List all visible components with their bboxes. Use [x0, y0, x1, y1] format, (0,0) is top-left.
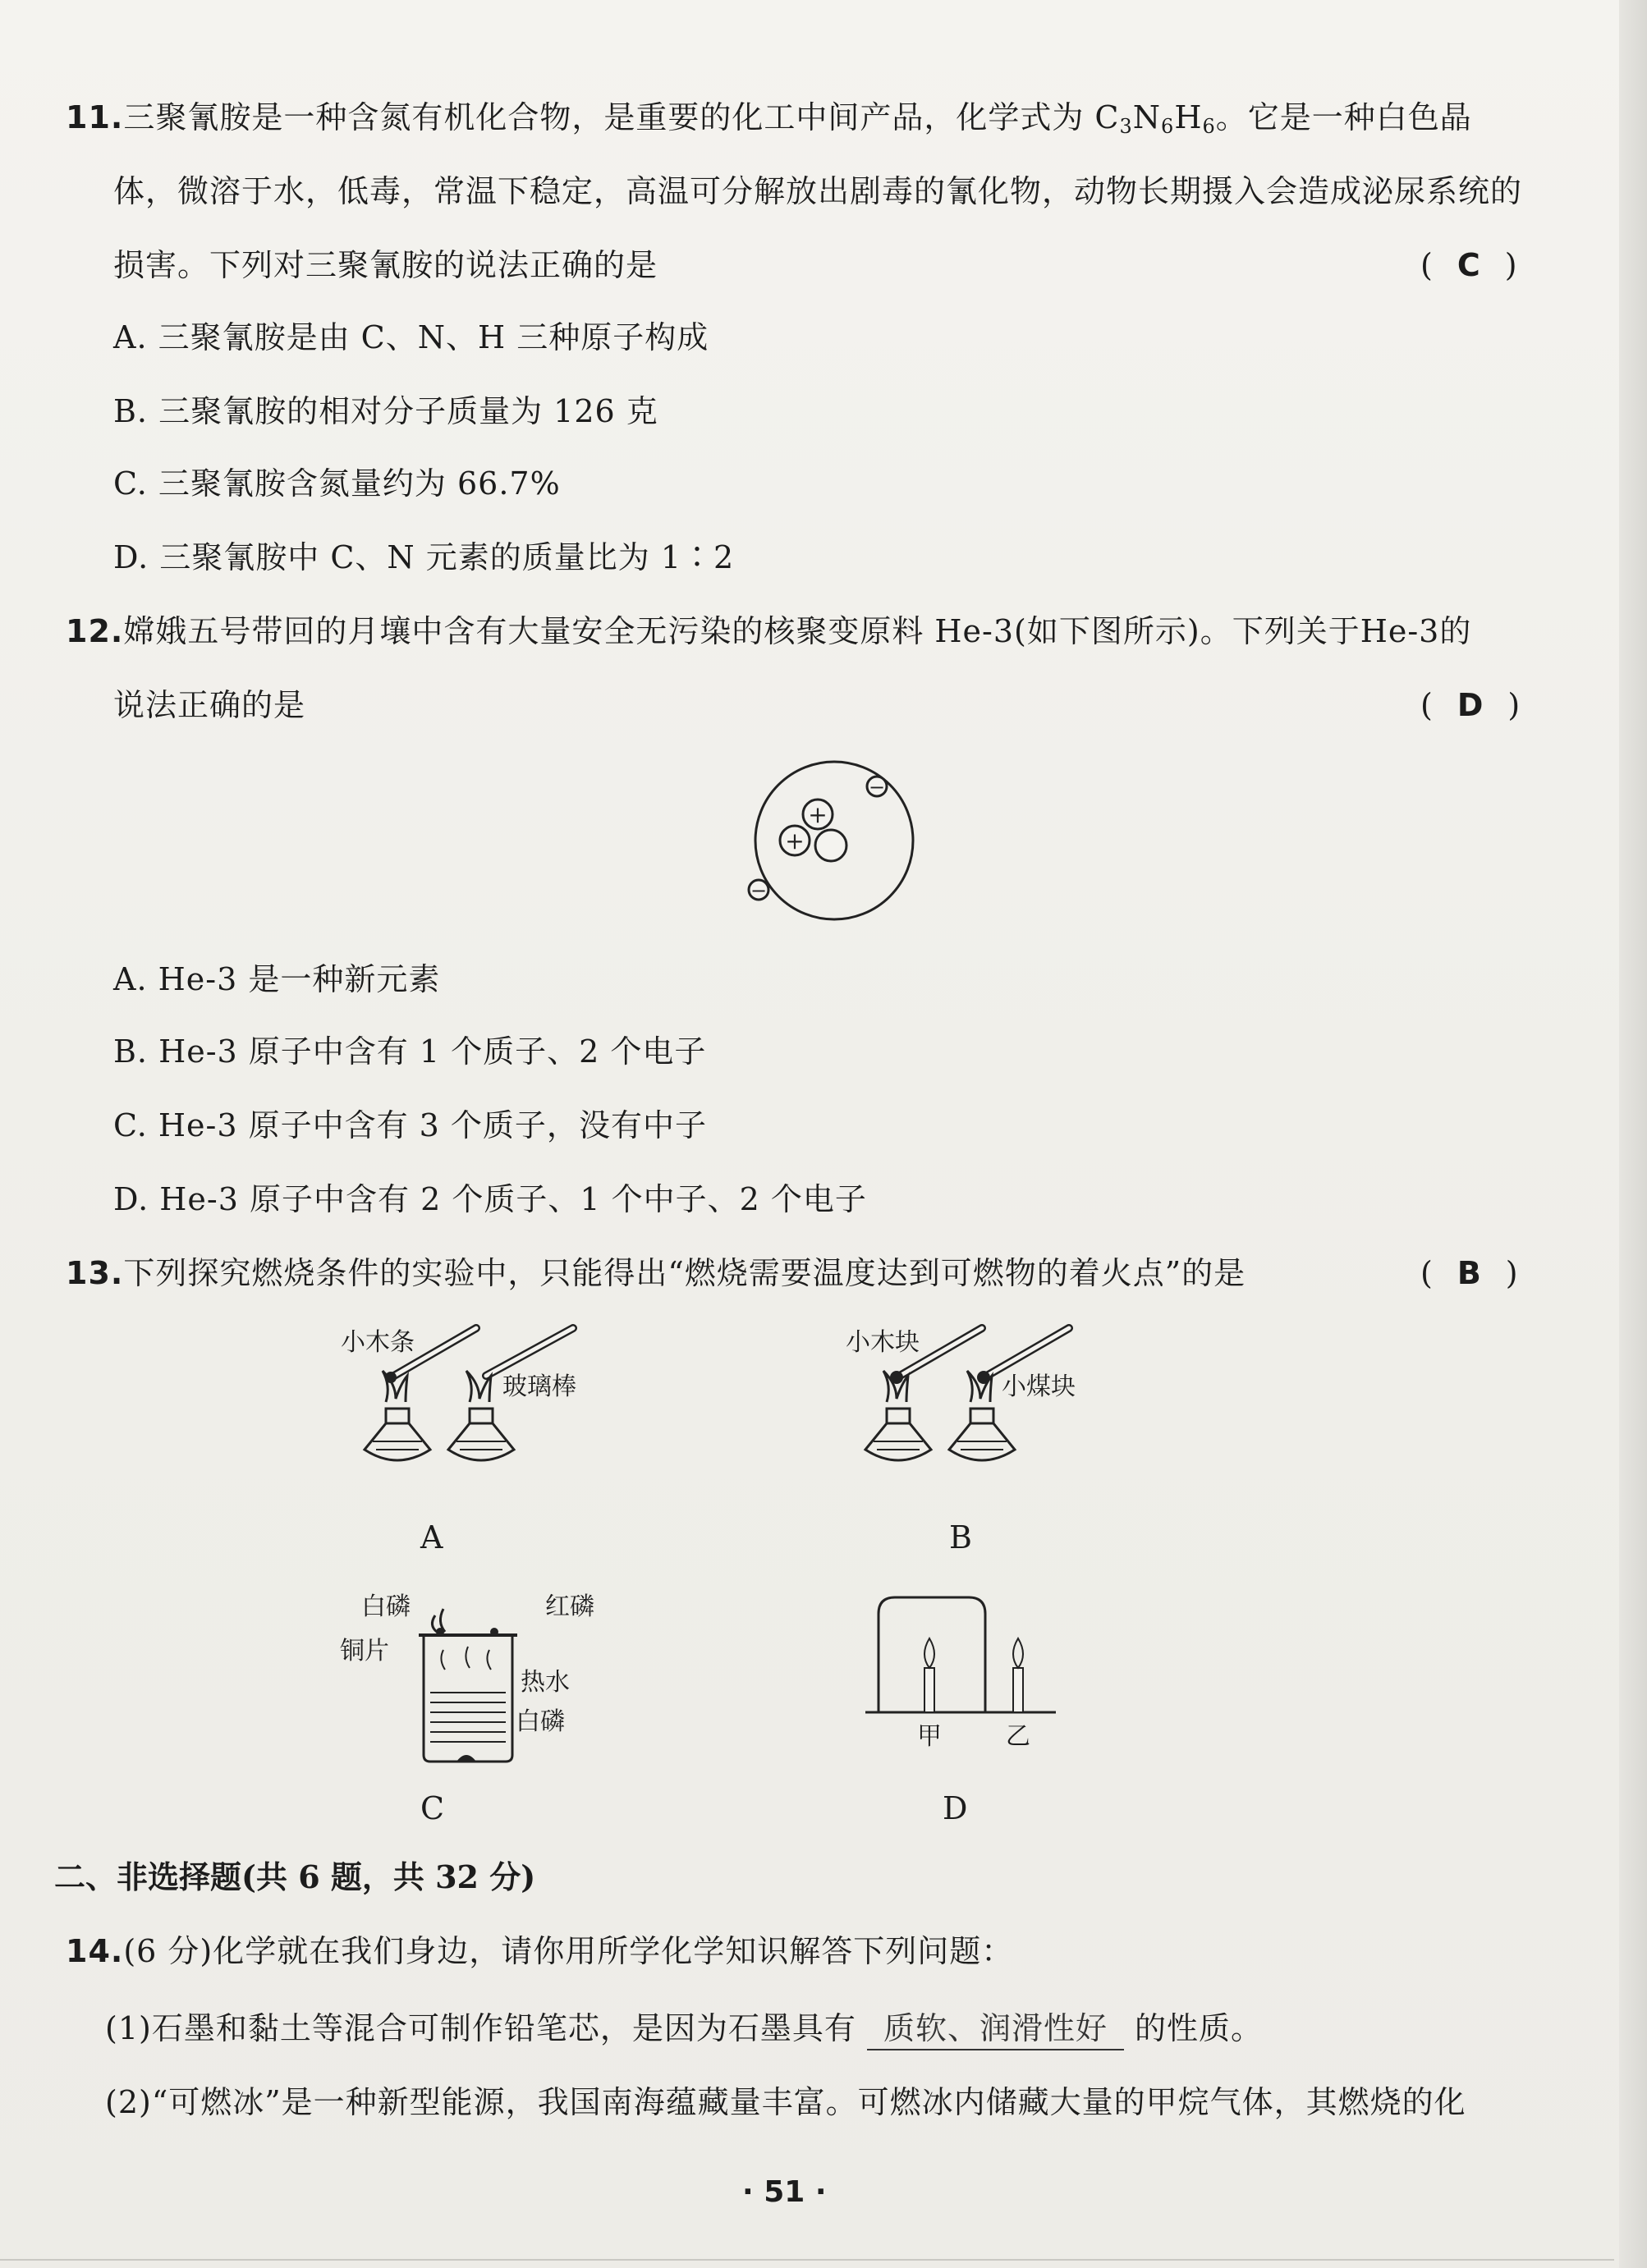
q11-sub3: 6: [1202, 115, 1216, 138]
he3-atom-figure: [732, 754, 938, 926]
q14-sub2: (2)“可燃冰”是一种新型能源，我国南海蕴藏量丰富。可燃冰内储藏大量的甲烷气体，其燃烧的化: [105, 2084, 1466, 2120]
q12-number: 12.: [66, 613, 124, 649]
q12-option-a: A. He-3 是一种新元素: [113, 961, 441, 997]
fig-a-label-rod: 玻璃棒: [502, 1372, 576, 1401]
q11-line2: 体，微溶于水，低毒，常温下稳定，高温可分解放出剧毒的氰化物，动物长期摄入会造成泌尿系统的: [113, 173, 1523, 209]
q11-text-b: 。它是一种白色晶: [1215, 99, 1472, 135]
page-edge: [1619, 0, 1647, 2268]
q14-sub1-blank: [867, 2008, 1124, 2050]
fig-c-caption: C: [420, 1790, 445, 1826]
fig-c-label-copper: 铜片: [340, 1637, 389, 1665]
fig-b-label-coal: 小煤块: [1002, 1372, 1076, 1401]
q11-sub1: 3: [1119, 115, 1133, 138]
section-2-title: 二、非选择题(共 6 题，共 32 分): [54, 1858, 536, 1895]
q11-line3: 损害。下列对三聚氰胺的说法正确的是: [113, 247, 658, 283]
q11-line1: [66, 97, 1472, 147]
fig-c-label-red-p: 红磷: [545, 1592, 594, 1621]
q14-sub1-after: 的性质。: [1135, 2010, 1264, 2046]
q12-answer-bracket: ( D ): [1420, 685, 1520, 726]
q11-number: 11.: [66, 99, 124, 135]
neutron: [815, 830, 846, 861]
q12-answer: D: [1457, 687, 1484, 723]
q12-option-d: D. He-3 原子中含有 2 个质子、1 个中子、2 个电子: [113, 1181, 867, 1217]
figure-d-drawing: [862, 1589, 1067, 1745]
fig-c-label-hot-water: 热水: [521, 1668, 570, 1697]
fig-b-label-wood: 小木块: [846, 1328, 920, 1357]
q12-line1: [66, 611, 1471, 652]
q11-text-a: 三聚氰胺是一种含氮有机化合物，是重要的化工中间产品，化学式为 C: [123, 99, 1120, 135]
fig-d-label-jia: 甲: [917, 1722, 942, 1751]
q12-line2: 说法正确的是: [113, 687, 306, 723]
q13-line1: [66, 1253, 1246, 1294]
q11-answer: C: [1457, 247, 1480, 283]
q12-text: 嫦娥五号带回的月壤中含有大量安全无污染的核聚变原料 He-3(如下图所示)。下列关于He-3的: [123, 613, 1472, 649]
q11-sub2: 6: [1161, 115, 1175, 138]
q11-option-a: A. 三聚氰胺是由 C、N、H 三种原子构成: [113, 319, 709, 355]
fig-a-caption: A: [420, 1519, 443, 1556]
fig-d-caption: D: [943, 1790, 968, 1826]
bottom-rule: [0, 2259, 1614, 2261]
q11-option-b: B. 三聚氰胺的相对分子质量为 126 克: [113, 393, 658, 429]
electron-2-sign: −: [750, 879, 768, 902]
q11-answer-bracket: ( C ): [1420, 245, 1517, 286]
q11-option-d: D. 三聚氰胺中 C、N 元素的质量比为 1∶2: [113, 539, 735, 575]
q12-option-c: C. He-3 原子中含有 3 个质子，没有中子: [113, 1107, 707, 1143]
q14-sub1-before: (1)石墨和黏土等混合可制作铅笔芯，是因为石墨具有: [105, 2010, 856, 2046]
q14-number: 14.: [66, 1933, 124, 1969]
q13-text: 下列探究燃烧条件的实验中，只能得出“燃烧需要温度达到可燃物的着火点”的是: [123, 1255, 1246, 1291]
q14-sub1-answer: 质软、润滑性好: [883, 2010, 1108, 2046]
fig-a-label-stick: 小木条: [341, 1328, 415, 1357]
q14-line1: [66, 1931, 1013, 1972]
fig-d-label-yi: 乙: [1006, 1722, 1030, 1751]
page-number: · 51 ·: [742, 2175, 827, 2209]
q11-mid2: H: [1174, 99, 1203, 135]
fig-b-caption: B: [949, 1519, 972, 1556]
q13-answer-bracket: ( B ): [1420, 1253, 1518, 1294]
q14-sub1: [105, 2008, 1263, 2050]
q13-number: 13.: [66, 1255, 124, 1291]
electron-1-sign: −: [868, 776, 886, 799]
proton-2-sign: +: [785, 827, 805, 855]
q11-option-c: C. 三聚氰胺含氮量约为 66.7%: [113, 465, 561, 502]
q11-mid1: N: [1132, 99, 1162, 135]
fig-c-label-white-p-top: 白磷: [361, 1592, 411, 1621]
proton-1-sign: +: [808, 801, 828, 828]
fig-c-label-white-p-bottom: 白磷: [516, 1707, 565, 1736]
q14-text: (6 分)化学就在我们身边，请你用所学化学知识解答下列问题：: [123, 1933, 1014, 1969]
q12-option-b: B. He-3 原子中含有 1 个质子、2 个电子: [113, 1033, 707, 1070]
q13-answer: B: [1457, 1255, 1481, 1291]
